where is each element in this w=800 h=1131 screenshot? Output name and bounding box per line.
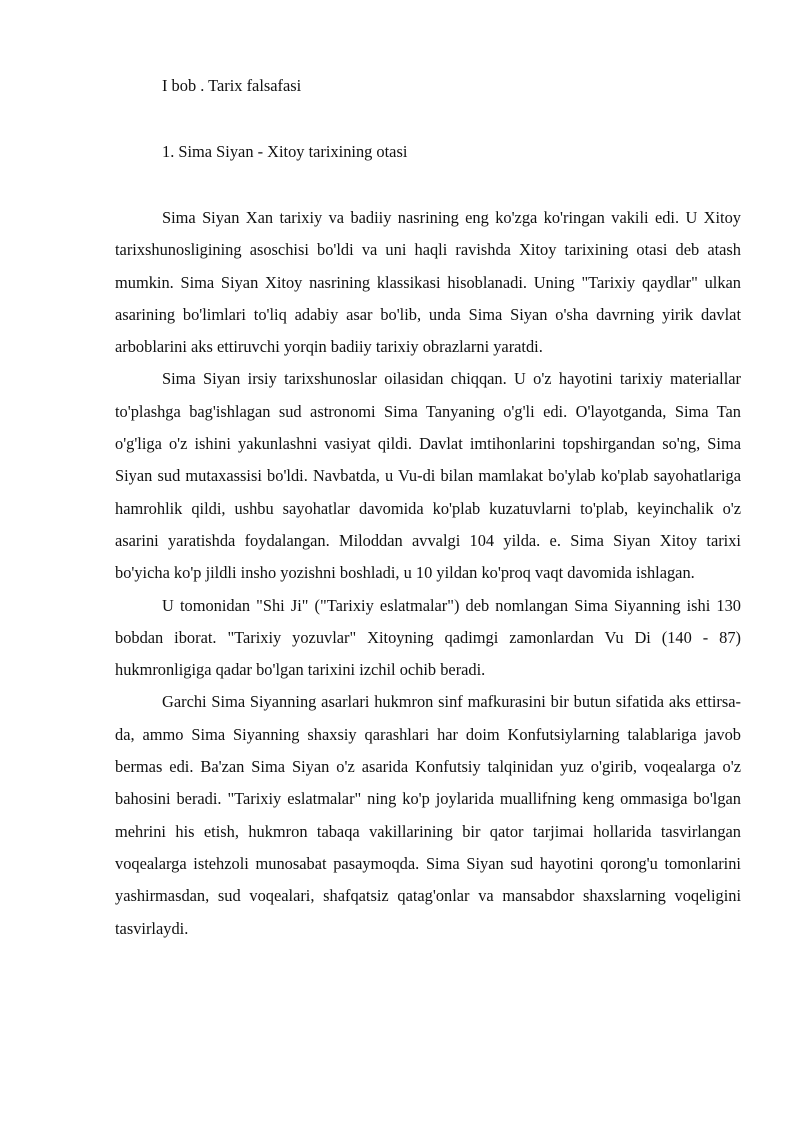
paragraph-2: Sima Siyan irsiy tarixshunoslar oilasidan chiqqan. U o'z hayotini tarixiy materiallar to'plashga bag'ishlagan sud astronomi Sima Tanyaning o'g'li edi. O'layotganda, Sima Tan o'g'liga o'z ishini yakunlashni vasiyat qildi. Davlat imtihonlarini topshirgandan so'ng, Sima Siyan sud mutaxassisi bo'ldi. Navbatda, u Vu-di bilan mamlakat bo'ylab ko'plab sayohatlariga hamrohlik qildi, ushbu sayohatlar davomida ko'plab kuzatuvlarni to'plab, keyinchalik o'z asarini yaratishda foydalangan. Miloddan avvalgi 104 yilda. e. Sima Siyan Xitoy tarixi bo'yicha ko'p jildli insho yozishni boshladi, u 10 yildan ko'proq vaqt davomida ishlagan. [115,369,741,583]
paragraph-4: Garchi Sima Siyanning asarlari hukmron sinf mafkurasini bir butun sifatida aks ettirsa-da, ammo Sima Siyanning shaxsiy qarashlari har doim Konfutsiylarning talablariga javob bermas edi. Ba'zan Sima Siyan o'z asarida Konfutsiy talqinidan yuz o'girib, voqealarga o'z bahosini beradi. "Tarixiy eslatmalar" ning ko'p joylarida muallifning keng ommasiga bo'lgan mehrini his etish, hukmron tabaqa vakillarining bir qator tarjimai hollarida tasvirlangan voqealarga istehzoli munosabat pasaymoqda. Sima Siyan sud hayotini qorong'u tomonlarini yashirmasdan, sud voqealari, shafqatsiz qatag'onlar va mansabdor shaxslarning voqeligini tasvirlaydi. [115,692,741,938]
paragraph-1: Sima Siyan Xan tarixiy va badiiy nasrining eng ko'zga ko'ringan vakili edi. U Xitoy tarixshunosligining asoschisi bo'ldi va uni haqli ravishda Xitoy tarixining otasi deb atash mumkin. Sima Siyan Xitoy nasrining klassikasi hisoblanadi. Uning "Tarixiy qaydlar" ulkan asarining bo'limlari to'liq adabiy asar bo'lib, unda Sima Siyan o'sha davrning yirik davlat arboblarini aks ettiruvchi yorqin badiiy tarixiy obrazlarni yaratdi. [115,208,741,357]
paragraph-3: U tomonidan "Shi Ji" ("Tarixiy eslatmalar") deb nomlangan Sima Siyanning ishi 130 bobdan iborat. "Tarixiy yozuvlar" Xitoyning qadimgi zamonlardan Vu Di (140 - 87) hukmronligiga qadar bo'lgan tarixini izchil ochib beradi. [115,595,741,680]
section-title: 1. Sima Siyan - Xitoy tarixining otasi [162,142,408,161]
document-page [115,66,741,945]
chapter-title: I bob . Tarix falsafasi [162,76,302,95]
body-text [115,202,741,945]
